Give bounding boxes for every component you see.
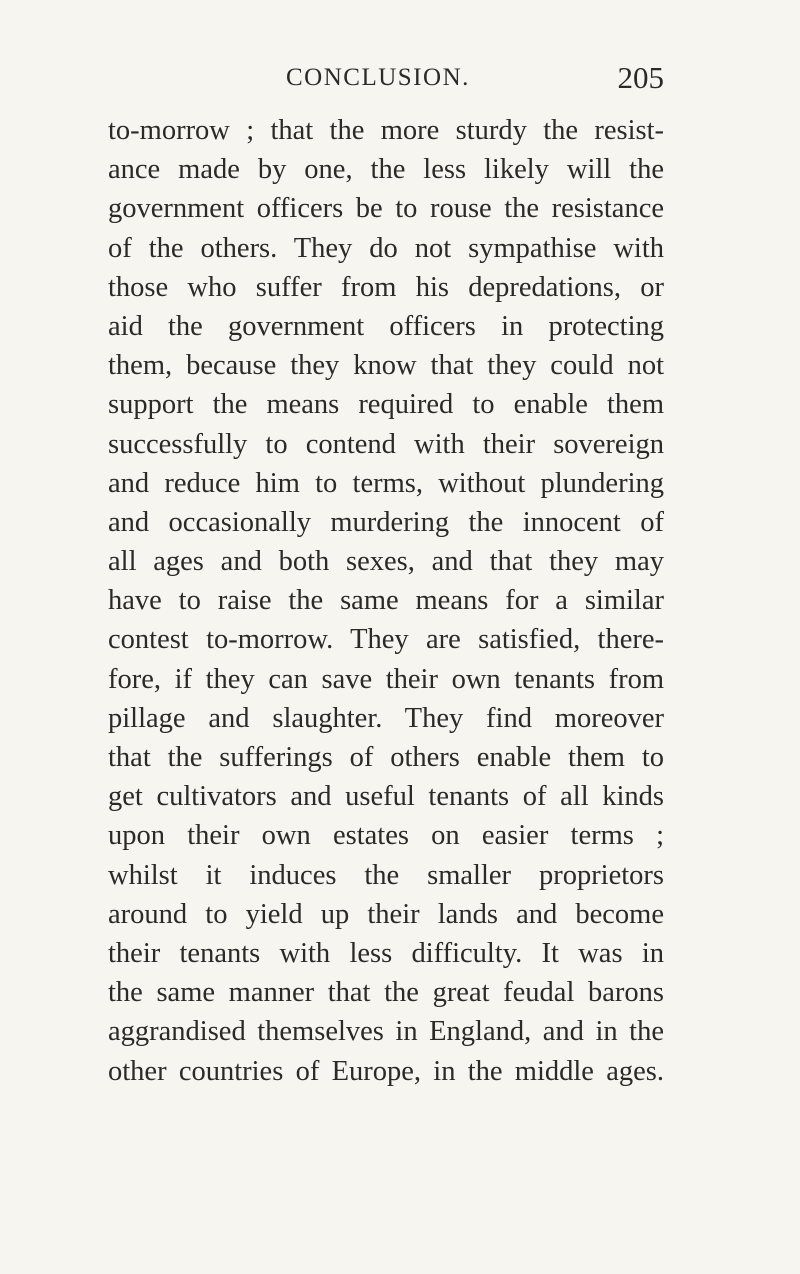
text-line: of the others. They do not sympathise with (108, 232, 664, 264)
text-line: have to raise the same means for a similar (108, 585, 664, 617)
text-line: contest to-morrow. They are satisfied, there- (108, 624, 664, 656)
text-line: their tenants with less difficulty. It was in (108, 937, 664, 969)
text-line: those who suffer from his depredations, or (108, 271, 664, 303)
text-line: successfully to contend with their sovereign (108, 428, 664, 460)
text-line: to-morrow ; that the more sturdy the resist- (108, 115, 664, 146)
text-line: that the sufferings of others enable them to (108, 742, 664, 773)
text-line: and occasionally murdering the innocent of (108, 506, 664, 538)
text-line: ance made by one, the less likely will the (108, 154, 664, 186)
text-line: government officers be to rouse the resistance (108, 193, 664, 225)
running-head (108, 56, 664, 100)
text-line: support the means required to enable them (108, 389, 664, 421)
text-line: pillage and slaughter. They find moreover (108, 702, 664, 734)
text-line: get cultivators and useful tenants of all kinds (108, 781, 664, 813)
body-paragraph (108, 111, 664, 1091)
text-line: all ages and both sexes, and that they may (108, 546, 664, 578)
text-line: whilst it induces the smaller proprietors (108, 859, 664, 891)
text-line: upon their own estates on easier terms ; (108, 820, 664, 852)
text-line: around to yield up their lands and become (108, 898, 664, 930)
text-line: the same manner that the great feudal barons (108, 977, 664, 1009)
text-line: other countries of Europe, in the middle ages. (108, 1055, 664, 1087)
page-number: 205 (617, 60, 664, 95)
text-line: fore, if they can save their own tenants from (108, 663, 664, 695)
text-line: and reduce him to terms, without plundering (108, 467, 664, 499)
text-line: aggrandised themselves in England, and in the (108, 1016, 664, 1048)
text-line: them, because they know that they could not (108, 350, 664, 382)
chapter-title: CONCLUSION. (286, 64, 470, 91)
text-line: aid the government officers in protecting (108, 310, 664, 342)
